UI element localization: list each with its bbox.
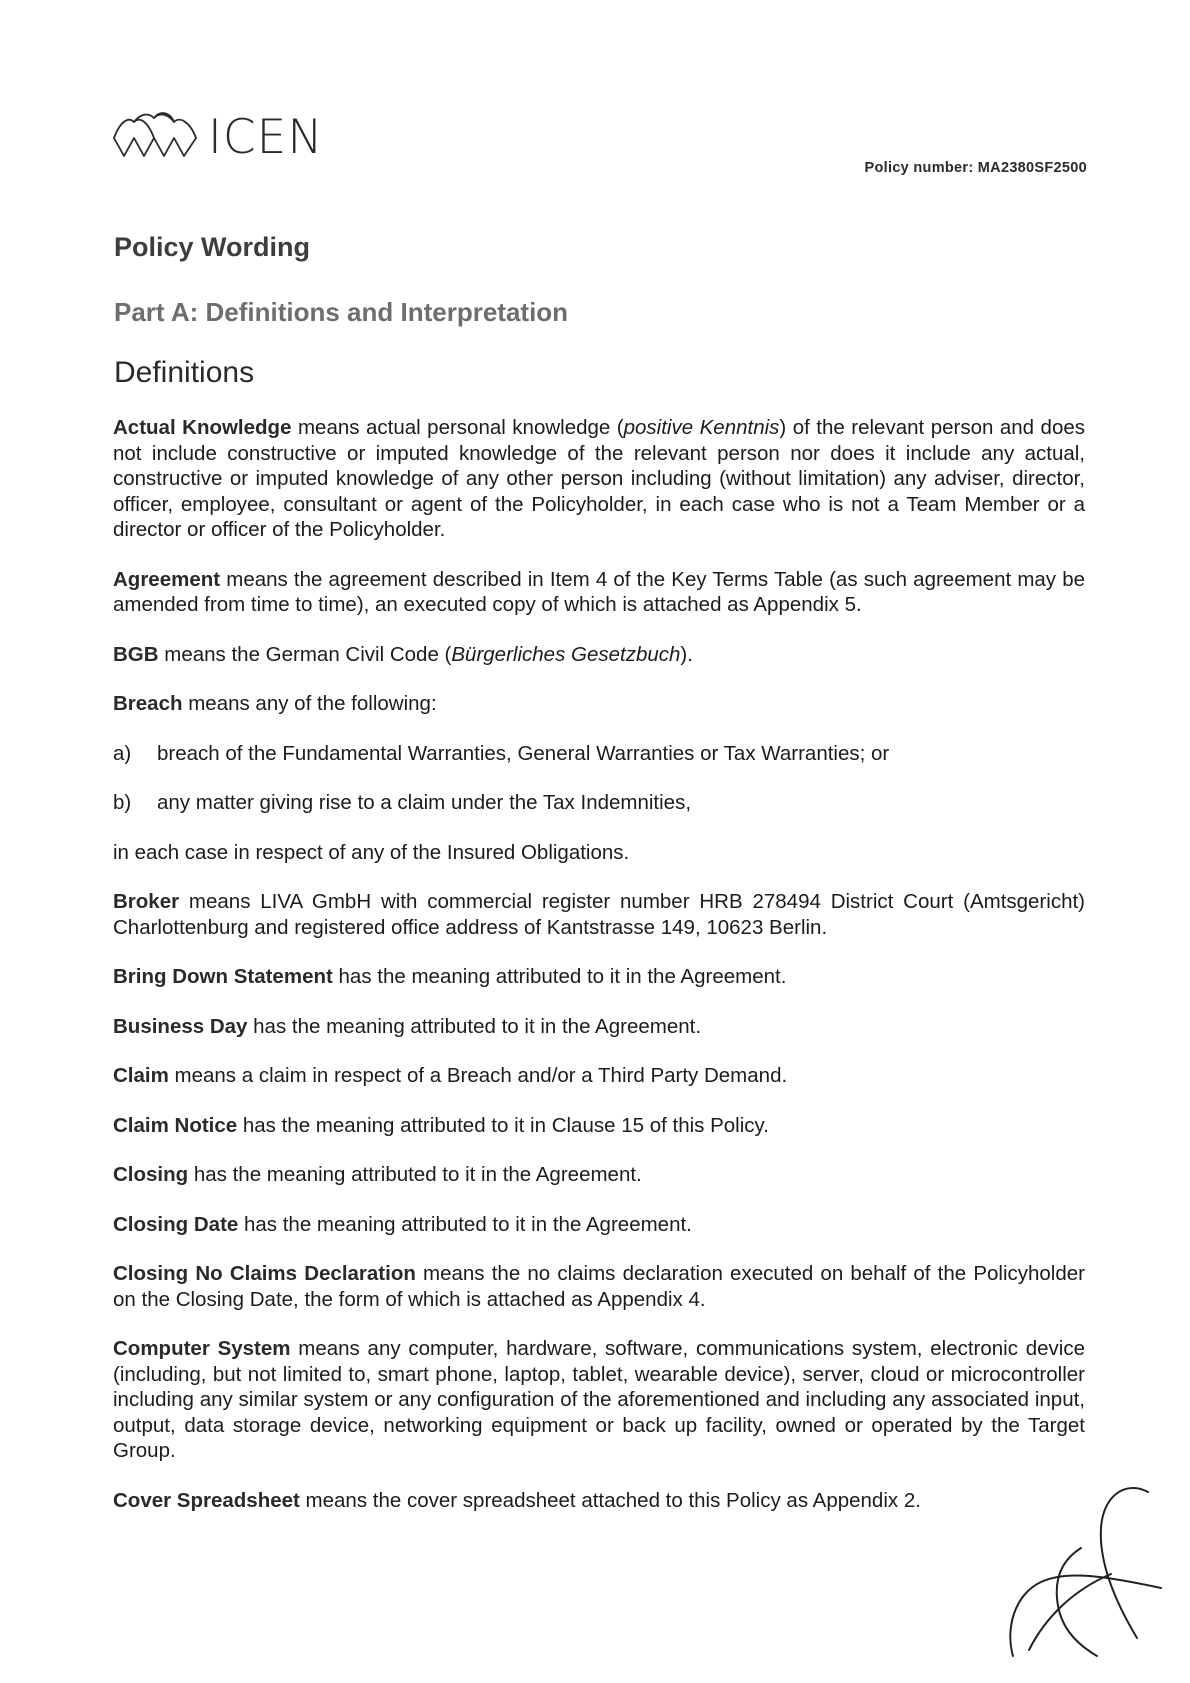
definition-closing: [113, 1162, 1085, 1188]
list-marker: b): [113, 791, 132, 814]
definition-text: has the meaning attributed to it in Clause 15 of this Policy.: [237, 1113, 769, 1137]
definition-bgb: [113, 642, 1085, 668]
definition-text: means any computer, hardware, software, communications system, electronic device (including, but not limited to, smart phone, laptop, tablet, wearable device), server, cloud or microcontroller including any similar system or any configuration of the aforementioned and including any associated input, output, data storage device, networking equipment or back up facility, owned or operated by the Target Group.: [113, 1337, 1085, 1462]
definition-term: Closing Date: [113, 1212, 239, 1236]
list-item: [113, 790, 1085, 816]
definition-text: means the German Civil Code (: [158, 642, 452, 666]
definition-term: Broker: [113, 890, 180, 913]
definition-text: ) of the relevant person and does not include constructive or imputed knowledge of the relevant person nor does it include any actual, constructive or imputed knowledge of any other person including (without limitation) any adviser, director, officer, employee, consultant or agent of the Policyholder, in each case who is not a Team Member or a director or officer of the Policyholder.: [113, 416, 1086, 541]
definition-text: means the agreement described in Item 4 of the Key Terms Table (as such agreement may be amended from time to time), an executed copy of which is attached as Appendix 5.: [113, 567, 1085, 616]
definition-agreement: [113, 567, 1085, 618]
definition-term: Business Day: [113, 1014, 248, 1038]
definition-term: Computer System: [113, 1337, 291, 1360]
definition-text: has the meaning attributed to it in the Agreement.: [247, 1014, 702, 1038]
definition-text: has the meaning attributed to it in the Agreement.: [238, 1212, 692, 1236]
definition-term: Agreement: [113, 567, 221, 591]
definition-claim: [113, 1063, 1085, 1089]
definition-text: has the meaning attributed to it in the Agreement.: [332, 965, 787, 988]
definition-italic: Bürgerliches Gesetzbuch: [451, 642, 681, 666]
definition-broker: [113, 889, 1085, 940]
definition-text: means any of the following:: [182, 692, 437, 715]
policy-number: Policy number: MA2380SF2500: [864, 160, 1087, 176]
definition-closing-no-claims-declaration: [113, 1261, 1085, 1312]
definition-term: BGB: [113, 642, 159, 666]
definitions-list: [113, 415, 1085, 1537]
definition-text: means a claim in respect of a Breach and/or a Third Party Demand.: [168, 1064, 788, 1087]
handwritten-initials: [985, 1478, 1165, 1668]
definition-text: ).: [680, 642, 693, 666]
definition-term: Closing: [113, 1163, 189, 1186]
definition-cover-spreadsheet: [113, 1488, 1085, 1514]
list-marker: a): [113, 741, 132, 765]
company-logo: [110, 108, 324, 166]
definition-text: has the meaning attributed to it in the Agreement.: [188, 1163, 642, 1186]
definition-computer-system: [113, 1336, 1085, 1464]
definition-text: means actual personal knowledge (: [291, 416, 624, 439]
definition-claim-notice: [113, 1113, 1085, 1139]
definition-closing-date: [113, 1212, 1085, 1238]
list-item-text: any matter giving rise to a claim under the Tax Indemnities,: [157, 791, 692, 814]
definition-text: means the no claims declaration executed on behalf of the Policyholder on the Closing Date, the form of which is attached as Appendix 4.: [113, 1262, 1085, 1311]
section-title: Definitions: [114, 356, 255, 389]
definition-term: Claim Notice: [113, 1113, 238, 1137]
list-item: [113, 741, 1085, 767]
definition-breach: [113, 691, 1085, 717]
definition-term: Claim: [113, 1064, 169, 1087]
definition-term: Actual Knowledge: [113, 416, 292, 439]
part-title: Part A: Definitions and Interpretation: [114, 297, 569, 327]
definition-breach-closing: in each case in respect of any of the Insured Obligations.: [113, 840, 630, 864]
definition-text: means LIVA GmbH with commercial register number HRB 278494 District Court (Amtsgericht) Charlottenburg and registered office address of Kantstrasse 149, 10623 Berlin.: [113, 890, 1085, 939]
definition-business-day: [113, 1014, 1085, 1040]
list-item-text: breach of the Fundamental Warranties, General Warranties or Tax Warranties; or: [157, 741, 890, 765]
logo-waves-icon: [110, 108, 202, 166]
page-title: Policy Wording: [114, 232, 311, 262]
definition-text: means the cover spreadsheet attached to this Policy as Appendix 2.: [299, 1488, 921, 1512]
definition-italic: positive Kenntnis: [623, 416, 780, 439]
definition-term: Cover Spreadsheet: [113, 1488, 300, 1512]
definition-term: Breach: [113, 692, 183, 715]
definition-term: Bring Down Statement: [113, 965, 333, 988]
definition-bring-down-statement: [113, 964, 1085, 990]
logo-text: ICEN: [208, 109, 324, 165]
definition-term: Closing No Claims Declaration: [113, 1262, 416, 1285]
definition-actual-knowledge: [113, 415, 1085, 543]
